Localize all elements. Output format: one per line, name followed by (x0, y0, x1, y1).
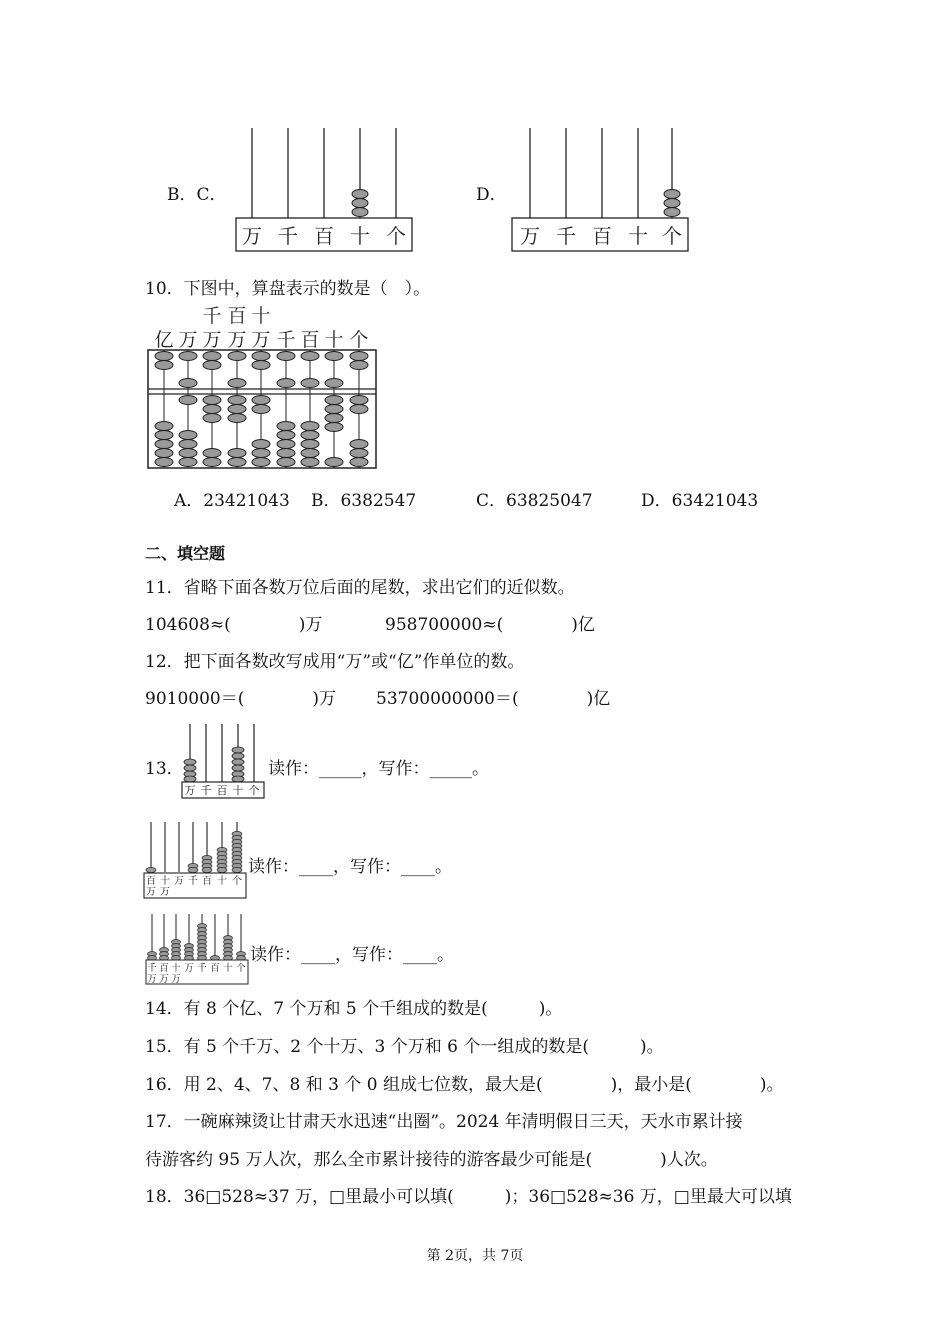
q13a3-unit-0: 千 (147, 963, 157, 974)
q9d-unit-4: 个 (662, 224, 682, 248)
q13a2-unit-b0: 万 (146, 887, 156, 898)
q13a3-unit-7: 个 (236, 963, 246, 974)
q9-abacus-d (508, 126, 698, 256)
q13-line3: 读作：____，写作：____。 (250, 945, 454, 965)
q9c-unit-3: 十 (350, 224, 370, 248)
q13-abacus-3 (142, 912, 250, 986)
q10-place-6: 百 (300, 329, 320, 351)
q9d-unit-3: 十 (628, 224, 648, 248)
q13a2-unit-b1: 万 (160, 887, 170, 898)
q9-option-bc-label: B．C． (167, 185, 227, 205)
q11-part2: 958700000≈( )亿 (385, 615, 595, 635)
q10-place-top-2: 十 (251, 305, 271, 327)
q9c-unit-2: 百 (314, 224, 334, 248)
section-title: 二、填空题 (145, 544, 226, 563)
q13a1-unit-4: 个 (248, 784, 260, 797)
q10-option-b: B．6382547 (311, 491, 417, 511)
q15-text: 15．有 5 个千万、2 个十万、3 个万和 6 个一组成的数是( )。 (145, 1037, 664, 1057)
q10-place-0: 亿 (154, 329, 174, 351)
q10-place-8: 个 (349, 329, 369, 351)
q13a3-unit-3: 万 (184, 963, 194, 974)
q17-line1: 17．一碗麻辣烫让甘肃天水迅速“出圈”。2024 年清明假日三天，天水市累计接 (145, 1112, 743, 1132)
q10-place-4: 万 (251, 329, 271, 351)
q9d-unit-1: 千 (556, 224, 576, 248)
q13a2-unit-5: 十 (217, 876, 227, 887)
q13a1-unit-2: 百 (216, 784, 228, 797)
q9d-unit-0: 万 (520, 224, 540, 248)
q13a2-unit-6: 个 (232, 876, 242, 887)
q13a2-unit-3: 千 (188, 876, 198, 887)
q13a3-unit-5: 百 (210, 963, 220, 974)
q13a1-unit-3: 十 (232, 784, 244, 797)
q10-text: 10．下图中，算盘表示的数是（ ）。 (145, 279, 431, 299)
q13-number: 13． (145, 759, 184, 779)
q10-option-a: A．23421043 (174, 491, 290, 511)
q18-text: 18．36□528≈37 万，□里最小可以填( )；36□528≈36 万，□里最大可以填 (145, 1187, 792, 1207)
q13a3-unit-6: 十 (223, 963, 233, 974)
q12-part1: 9010000＝( )万 (145, 689, 336, 709)
q9-option-d-label: D． (476, 185, 507, 205)
q12-part2: 53700000000＝( )亿 (376, 689, 611, 709)
q13a1-unit-0: 万 (184, 784, 196, 797)
q13a2-unit-2: 万 (174, 876, 184, 887)
q16-text: 16．用 2、4、7、8 和 3 个 0 组成七位数，最大是( )，最小是( )。 (145, 1075, 784, 1095)
q13-abacus-1 (180, 722, 266, 800)
q13a3-unit-1: 百 (159, 963, 169, 974)
q9c-unit-0: 万 (242, 224, 262, 248)
q11-text: 11．省略下面各数万位后面的尾数，求出它们的近似数。 (145, 578, 575, 598)
q13a3-unit-b0: 万 (147, 974, 157, 985)
q11-part1: 104608≈( )万 (145, 615, 323, 635)
q10-place-5: 千 (276, 329, 296, 351)
q10-place-3: 万 (227, 329, 247, 351)
q9-abacus-c (230, 126, 420, 256)
q9c-unit-1: 千 (278, 224, 298, 248)
page-footer: 第 2页，共 7页 (426, 1248, 524, 1264)
q13a3-unit-b2: 万 (171, 974, 181, 985)
q10-option-c: C．63825047 (476, 491, 593, 511)
q10-place-2: 万 (202, 329, 222, 351)
q13a2-unit-4: 百 (202, 876, 212, 887)
q10-place-7: 十 (324, 329, 344, 351)
q10-option-d: D．63421043 (641, 491, 759, 511)
q12-text: 12．把下面各数改写成用“万”或“亿”作单位的数。 (145, 652, 525, 672)
q10-place-top-0: 千 (202, 305, 222, 327)
q13a2-unit-0: 百 (146, 876, 156, 887)
q9c-unit-4: 个 (386, 224, 406, 248)
q9d-unit-2: 百 (592, 224, 612, 248)
q10-place-1: 万 (178, 329, 198, 351)
q17-line2: 待游客约 95 万人次，那么全市累计接待的游客最少可能是( )人次。 (145, 1150, 718, 1170)
q14-text: 14．有 8 个亿、7 个万和 5 个千组成的数是( )。 (145, 999, 563, 1019)
q13a3-unit-b1: 万 (159, 974, 169, 985)
q13-line2: 读作：____，写作：____。 (248, 857, 452, 877)
q13a3-unit-4: 千 (197, 963, 207, 974)
q13a3-unit-2: 十 (171, 963, 181, 974)
q13a2-unit-1: 十 (160, 876, 170, 887)
q13a1-unit-1: 千 (200, 784, 212, 797)
q10-place-top-1: 百 (227, 305, 247, 327)
q13-line1: 读作：_____，写作：_____。 (268, 759, 489, 779)
q13-abacus-2 (142, 820, 248, 900)
q10-abacus (140, 300, 385, 475)
